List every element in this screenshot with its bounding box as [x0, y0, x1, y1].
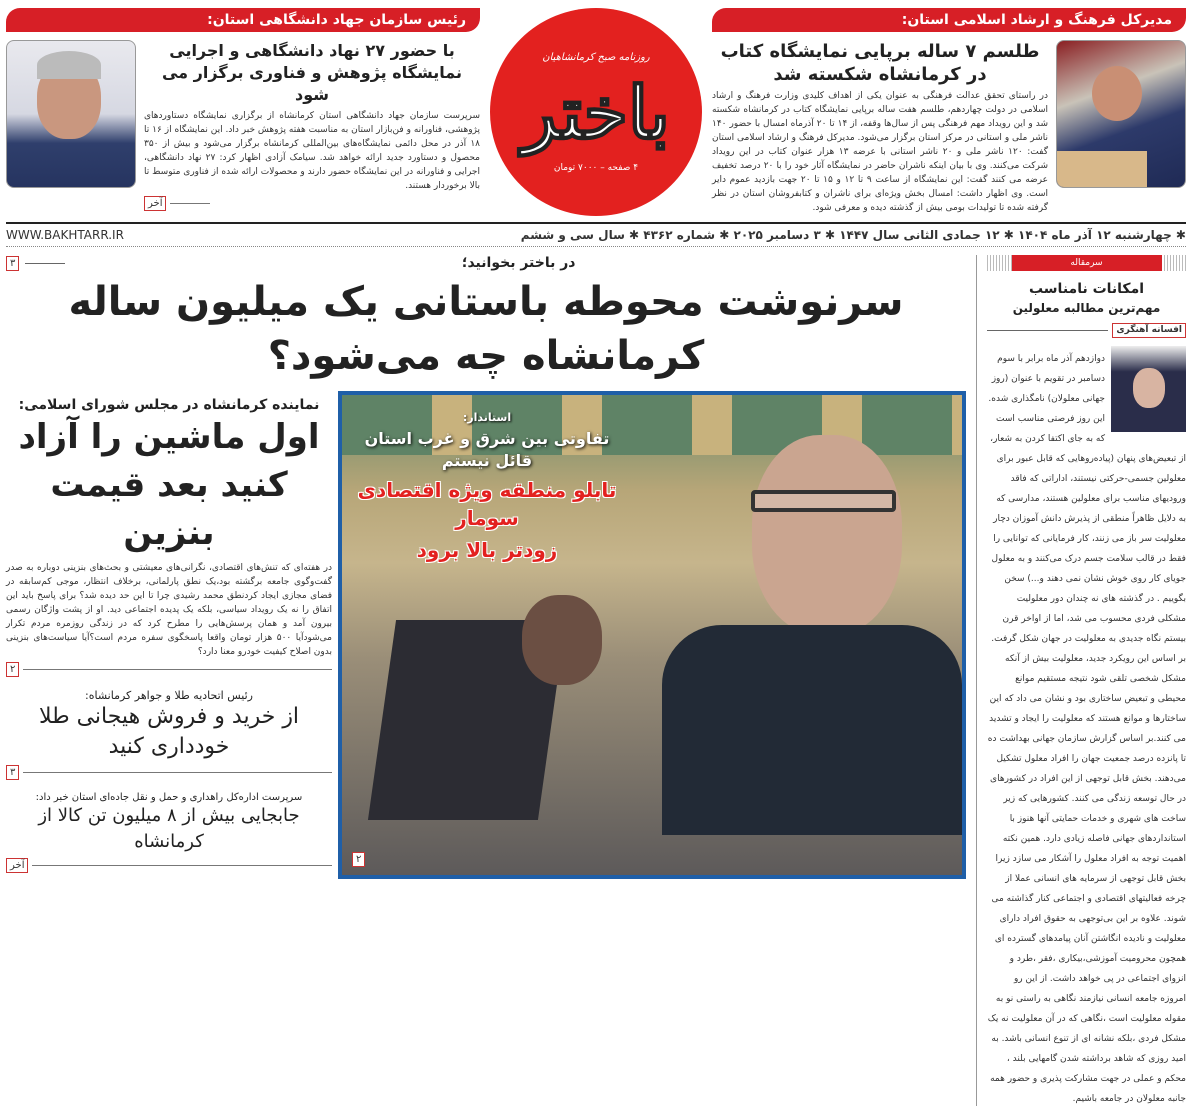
story-headline[interactable]: جابجایی بیش از ۸ میلیون تن کالا از کرمانشاه — [38, 805, 300, 852]
top-right-headline-1[interactable]: طلسم ۷ ساله برپایی نمایشگاه کتاب — [720, 41, 1040, 62]
divider — [23, 669, 332, 670]
section-header-bar — [987, 255, 1186, 271]
page-tag[interactable]: ۲ — [352, 852, 365, 867]
top-left-story — [6, 8, 480, 211]
logo — [490, 8, 702, 216]
photo-headlines — [342, 395, 632, 564]
person-background — [522, 595, 602, 685]
page-tag[interactable]: آخر — [6, 858, 28, 873]
photo-kicker: استاندار: — [462, 411, 512, 424]
top-right-story-content — [712, 40, 1186, 215]
top-left-text — [144, 40, 480, 211]
top-left-headline-2: نمایشگاه پژوهش و فناوری برگزار می شود — [161, 63, 463, 104]
section-label: سرمقاله — [1012, 255, 1162, 271]
left-story — [6, 683, 332, 786]
top-left-tag-row — [144, 196, 480, 211]
lead-kicker-row — [6, 255, 966, 271]
website[interactable]: WWW.BAKHTARR.IR — [6, 228, 124, 242]
author-tag: افسانه آهنگری — [1112, 323, 1186, 338]
official-photo — [6, 40, 136, 188]
page-tag[interactable]: آخر — [144, 196, 166, 211]
story-headline[interactable]: اول ماشین را آزاد کنید بعد قیمت بنزین — [18, 417, 320, 553]
face-shape — [1092, 66, 1142, 121]
top-right-story — [712, 8, 1186, 215]
editorial-title-2: مهم‌ترین مطالبه معلولین — [1012, 301, 1161, 315]
story-body: در هفته‌ای که تنش‌های اقتصادی، نگرانی‌های معیشتی و بحث‌های بنزینی دوباره به صدر گفت‌وگوی جامعه برگشته بود،یک نطق پارلمانی، برخلاف انتظار، موجی کم‌سابقه در فضای مجازی ایجاد کردنطق محمد رشیدی چرا تا این حد دیده شد؟ برای پاسخ باید این اتفاق را نه یک رویداد سیاسی، بلکه یک پدیده اجتماعی دید. او از پشت واژگان رسمی بیرون آمد و همان پرسش‌هایی را مطرح کرد که در زندگی روزمره مردم تکرار می‌شودآیا ۵۰۰ هزار تومان واقعا پاسخگوی سفره مردم است؟آیا سیاست‌های بنزینی بدون اصلاح کیفیت خودرو معنا دارد؟ — [6, 563, 332, 657]
story-tag-row — [6, 662, 332, 677]
editorial-body: ورودیهای مناسب برای معلولین هستند، مدارسی که به دلایل ظاهراً منطقی از پذیرش دانش آموزان دچار معلولیت سر باز می زنند، کار فرمایانی که توانایی را فقط در قالب سلامت جسم درک می‌کنند و به معلول جویای کار روی خوش نشان نمی دهند و...) سخن بگوییم . در گذشته های نه چندان دور معلولیت مشکلی فردی محسوب می شد، اما از اواخر قرن بیستم نگاه جدیدی به معلولیت در جهان شکل گرفت. بر اساس این رویکرد جدید، معلولیت بیش از آنکه مشکل شخصی تلقی شود نتیجه مستقیم موانع محیطی و تبعیض ساختاری بود و نشان می داد که این ساختارها و موانع هستند که معلولیت را ایجاد و تشدید می کنند.بر اساس گزارش سازمان جهانی بهداشت ده تا پانزده درصد جمعیت جهان را افراد معلول تشکیل می‌دهند. بخش قابل توجهی از این افراد در کشورهای در حال توسعه زندگی می کنند. کشورهایی که زیر ساخت های شهری و خدمات حمایتی آنها هنوز با استانداردهای جهانی فاصله زیادی دارد. همین نکته اهمیت توجه به افراد معلول را آشکار می سازد زیرا بخش قابل توجهی از سرمایه های انسانی عملا از چرخه فعالیتهای اقتصادی و اجتماعی کنار گذاشته می شوند. علاوه بر این بی‌توجهی به حقوق افراد دارای معلولیت و نادیده انگاشتن آنان پیامدهای گسترده ای همچون محرومیت آموزشی،بیکاری ،فقر ،طرد و انزوای اجتماعی در پی خواهد داشت. از این رو امروزه جامعه انسانی نیازمند نگاهی به راستی نو به مقوله معلولیت است ،نگاهی که در آن معلولیت نه یک مشکل فردی ،بلکه نشانه ای از تنوع انسانی باشد. به امید روزی که شاهد برداشته شدن گامهایی بلند ، محکم و عملی در جهت مشارکت پذیری و حضور همه جانبه معلولان در جامعه باشیم. — [987, 494, 1186, 1104]
photo-headline-2: تابلو منطقه ویژه اقتصادی سومار — [357, 478, 617, 530]
main-area — [6, 255, 1186, 1106]
left-column — [6, 391, 332, 879]
story-kicker: سرپرست اداره‌کل راهداری و حمل و نقل جاده‌ای استان خبر داد: — [35, 792, 303, 803]
top-left-story-content — [6, 40, 480, 211]
logo-tagline: روزنامه صبح کرمانشاهیان — [542, 51, 650, 63]
author-photo — [1111, 346, 1186, 432]
divider — [32, 865, 332, 866]
top-right-banner: مدیرکل فرهنگ و ارشاد اسلامی استان: — [712, 8, 1186, 32]
glasses — [751, 490, 896, 512]
divider — [170, 203, 210, 204]
story-tag-row — [6, 858, 332, 873]
top-right-headline-2: در کرمانشاه شکسته شد — [773, 64, 987, 85]
divider — [23, 772, 332, 773]
editorial-body-top: دوازدهم آذر ماه برابر با سوم دسامبر در تقویم با عنوان (روز جهانی معلولان) نامگذاری شده. این روز فرصتی مناسب است که به جای اکتفا کردن به شعار، از تبعیض‌های پنهان (پیاده‌روهایی که قابل عبور برای معلولین جسمی-حرکتی نیستند، اداراتی که فاقد — [988, 354, 1186, 484]
photo-headline-3: زودتر بالا برود — [416, 538, 558, 562]
author-row — [987, 323, 1186, 338]
top-left-banner: رئیس سازمان جهاد دانشگاهی استان: — [6, 8, 480, 32]
governor-face — [752, 435, 902, 635]
top-right-body: در راستای تحقق عدالت فرهنگی به عنوان یکی از اهداف کلیدی وزارت فرهنگ و ارشاد اسلامی در دولت چهاردهم، طلسم هفت ساله برپایی نمایشگاه کتاب در کرمانشاه شکسته شد و این رویداد مهم فرهنگی پس از سال‌ها وقفه، از ۱۴ تا ۲۰ آذرماه امسال با حضور ۱۴۰ ناشر ملی و استانی در مرکز استان برگزار می‌شود. مدیرکل فرهنگ و ارشاد اسلامی استان گفت: ۱۲۰ ناشر ملی و ۲۰ ناشر استانی با عرضه ۱۳ هزار عنوان کتاب در این رویداد شرکت می‌کنند. وی با بیان اینکه ناشران حاضر در نمایشگاه آثار خود را با ۲۰ درصد تخفیف عرضه می کنند گفت: این نمایشگاه از ساعت ۹ تا ۱۲ و ۱۵ تا ۲۰ جهت بازدید عموم دایر است. وی اظهار داشت: امسال بخش ویژه‌ای برای ناشران و کتابفروشان استان در نظر گرفته شده تا تولیدات بومی بیش از گذشته دیده و معرفی شود. — [712, 91, 1048, 213]
dateline-row — [6, 222, 1186, 247]
face-shape — [1133, 368, 1165, 408]
lead-headline[interactable]: سرنوشت محوطه باستانی یک میلیون ساله کرمانشاه چه می‌شود؟ — [68, 279, 904, 379]
editorial-text — [987, 346, 1186, 1106]
center-photo[interactable] — [338, 391, 966, 879]
page-tag[interactable]: ۳ — [6, 765, 19, 780]
top-right-text — [712, 40, 1048, 215]
story-kicker: نماینده کرمانشاه در مجلس شورای اسلامی: — [18, 397, 320, 413]
logo-text: باختر — [522, 69, 670, 155]
top-row — [6, 8, 1186, 216]
governor-suit — [662, 625, 962, 835]
dateline: ✱ چهارشنبه ۱۲ آذر ماه ۱۴۰۴ ✱ ۱۲ جمادی الثانی سال ۱۴۴۷ ✱ ۳ دسامبر ۲۰۲۵ ✱ شماره ۴۳۶۲ ✱ سال سی و ششم — [520, 228, 1186, 242]
story-kicker: رئیس اتحادیه طلا و جواهر کرمانشاه: — [85, 689, 253, 702]
story-tag-row — [6, 765, 332, 780]
photo-headline-1: تفاوتی بین شرق و غرب استان قائل نیستم — [364, 429, 610, 470]
story-headline[interactable]: از خرید و فروش هیجانی طلا خودداری کنید — [38, 704, 300, 759]
hair-shape — [37, 51, 101, 79]
page-tag[interactable]: ۲ — [6, 662, 19, 677]
editorial-title-1[interactable]: امکانات نامناسب — [1028, 281, 1145, 297]
page-tag[interactable]: ۳ — [6, 256, 19, 271]
lead-kicker: در باختر بخوانید؛ — [461, 255, 576, 271]
official-photo — [1056, 40, 1186, 188]
price: ۴ صفحه – ۷۰۰۰ تومان — [553, 162, 639, 173]
top-left-headline-1[interactable]: با حضور ۲۷ نهاد دانشگاهی و اجرایی — [169, 41, 455, 60]
divider — [987, 330, 1108, 331]
divider — [25, 263, 65, 264]
top-left-body: سرپرست سازمان جهاد دانشگاهی استان کرمانشاه از برگزاری نمایشگاه دستاوردهای پژوهشی، فناورانه و فن‌بازار استان به مناسبت هفته پژوهش خبر داد. این نمایشگاه از ۱۶ تا ۱۸ آذر در محل دائمی نمایشگاه‌های بین‌المللی کرمانشاه برگزار می‌شود و بیش از ۳۵۰ محصول و دستاورد جدید ارائه خواهد شد. سیامک آزادی اظهار کرد: ۲۷ نهاد دانشگاهی، اجرایی و فناورانه در این نمایشگاه حضور دارند و محصولات ارائه شده از فناوری متوسط تا بالا برخوردار هستند. — [144, 111, 481, 191]
left-story — [6, 391, 332, 683]
lower-area — [6, 391, 966, 879]
main-left — [6, 255, 966, 1106]
editorial-column — [976, 255, 1186, 1106]
podium-shape — [1057, 151, 1147, 188]
